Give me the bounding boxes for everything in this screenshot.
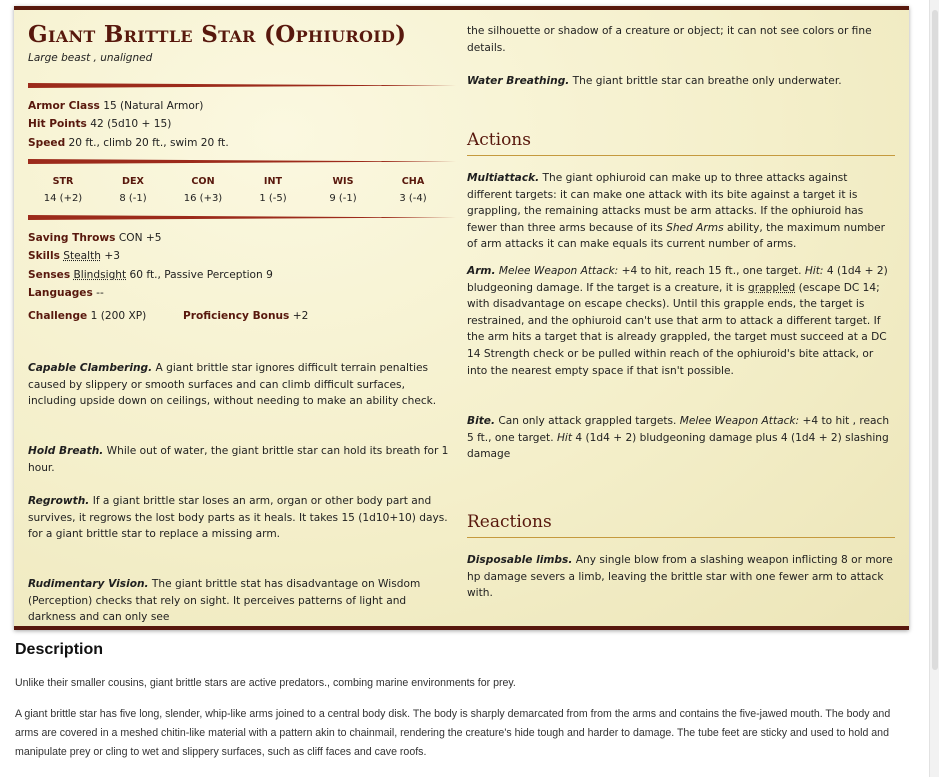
trait-regrowth: Regrowth. If a giant brittle star loses an arm, organ or other body part and survives, it regrows the lost body parts as it heals. It takes 15 (1d10+10) days. for a giant brittle star to replace a missing arm.: [28, 495, 448, 541]
challenge-row: Challenge 1 (200 XP) Proficiency Bonus +2: [28, 310, 309, 322]
skill-stealth-link[interactable]: Stealth: [63, 250, 101, 262]
action-bite: Bite. Can only attack grappled targets. Melee Weapon Attack: +4 to hit , reach 5 ft., one target. Hit 4 (1d4 + 2) bludgeoning damage plus 4 (1d4 + 2) slashing damage: [467, 415, 890, 461]
page-scrollbar[interactable]: [929, 0, 939, 777]
ability-dex: DEX 8 (-1): [119, 176, 147, 204]
speed: Speed 20 ft., climb 20 ft., swim 20 ft.: [28, 137, 229, 149]
description-section: [15, 641, 905, 659]
hit-points: Hit Points 42 (5d10 + 15): [28, 118, 172, 130]
stat-block: [14, 6, 909, 630]
description-paragraph-1: Unlike their smaller cousins, giant brittle stars are active predators., combing marine environments for prey.: [15, 677, 516, 689]
action-multiattack: Multiattack. The giant ophiuroid can make up to three attacks against different targets: it can make one attack with its bite against a target it is grappling, the remaining attacks must be arm attacks. If the ophiuroid has fewer than three arms because of its Shed Arms ability, the maximum number of arm attacks it can make equals its current number of arms.: [467, 172, 886, 251]
scrollbar-thumb[interactable]: [932, 10, 938, 670]
ability-cha: CHA 3 (-4): [399, 176, 427, 204]
senses: Senses Blindsight 60 ft., Passive Perception 9: [28, 269, 273, 281]
languages: Languages --: [28, 287, 104, 299]
armor-class: Armor Class 15 (Natural Armor): [28, 100, 204, 112]
description-heading: Description: [15, 641, 104, 658]
section-divider: [28, 215, 456, 220]
trait-capable-clambering: Capable Clambering. A giant brittle star ignores difficult terrain penalties caused by slippery or smooth surfaces and can climb difficult surfaces, including upside down on ceilings, without needing to make an ability check.: [28, 362, 437, 408]
ability-wis: WIS 9 (-1): [329, 176, 357, 204]
section-divider: [28, 83, 456, 88]
trait-water-breathing: Water Breathing. The giant brittle star can breathe only underwater.: [467, 75, 842, 87]
reactions-heading: Reactions: [467, 511, 895, 538]
ability-str: STR 14 (+2): [43, 176, 83, 204]
monster-meta: Large beast , unaligned: [28, 52, 153, 64]
section-divider: [28, 159, 456, 164]
sense-blindsight-link[interactable]: Blindsight: [73, 269, 127, 281]
reaction-disposable-limbs: Disposable limbs. Any single blow from a slashing weapon inflicting 8 or more hp damage severs a limb, leaving the brittle star with one fewer arm to attack with.: [467, 554, 893, 600]
condition-grappled-link[interactable]: grappled: [748, 281, 796, 294]
ability-int: INT 1 (-5): [259, 176, 287, 204]
trait-hold-breath: Hold Breath. While out of water, the giant brittle star can hold its breath for 1 hour.: [28, 445, 449, 474]
ability-scores: [28, 174, 448, 207]
action-arm: Arm. Melee Weapon Attack: +4 to hit, reach 15 ft., one target. Hit: 4 (1d4 + 2) bludgeoning damage. If the target is a creature, it is grappled (escape DC 14; with disadvantage on escape checks). Until this grapple ends, the target is restrained, and the ophiuroid can't use that arm to attack a different target. If the arm hits a target that is already grappled, the target must succeed at a DC 14 Strength check or be pulled within reach of the ophiuroid's bite attack, or into the nearest empty space if that isn't possible.: [467, 265, 888, 377]
ability-con: CON 16 (+3): [183, 176, 223, 204]
trait-rudimentary-vision: Rudimentary Vision. The giant brittle stat has disadvantage on Wisdom (Perception) checks that rely on sight. It perceives patterns of light and darkness and can only see: [28, 578, 421, 624]
actions-heading: Actions: [467, 129, 895, 156]
trait-rudimentary-vision-continued: the silhouette or shadow of a creature or object; it can not see colors or fine details.: [467, 25, 872, 54]
monster-name: Giant Brittle Star (Ophiuroid): [28, 21, 407, 48]
description-paragraph-2: A giant brittle star has five long, slender, whip-like arms joined to a central body disk. The body is sharply demarcated from from the arms and contains the five-jawed mouth. The body and arms are covered in a meshed chitin-like material with a pattern akin to chainmail, rendering the creature's hide tough and harder to damage. The tube feet are sticky and used to hold and manipulate prey or cling to wet and slippery surfaces, such as cliff faces and cave roofs.: [15, 708, 891, 758]
saving-throws: Saving Throws CON +5: [28, 232, 162, 244]
skills: Skills Stealth +3: [28, 250, 120, 262]
